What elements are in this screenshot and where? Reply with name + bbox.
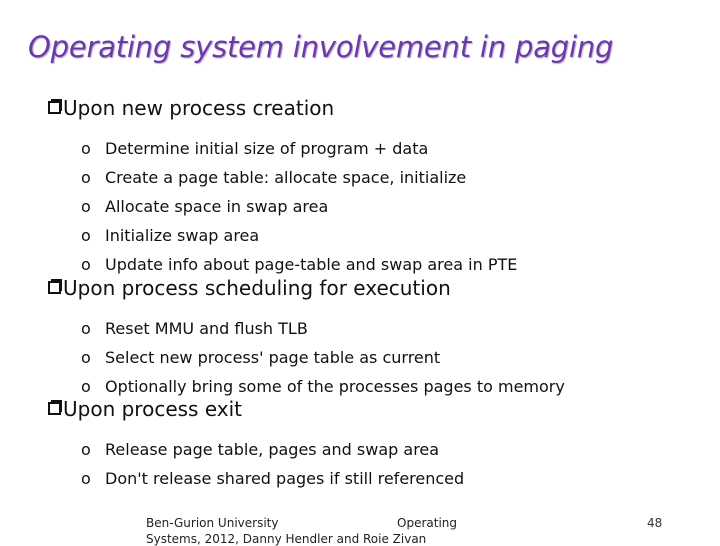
list-item [81,163,517,192]
square-bullet-icon [48,279,62,295]
circle-bullet-icon: o [81,226,91,245]
circle-bullet-icon: o [81,319,91,338]
list-item [81,221,517,250]
list-item [81,464,464,493]
section-heading-text: Upon new process creation [63,96,335,120]
footer-course: Operating [397,516,457,530]
section-scheduling [48,276,565,401]
section-heading [48,397,464,421]
footer-authors: Systems, 2012, Danny Hendler and Roie Zivan [146,532,427,546]
list-item [81,250,517,279]
list-item-text: Initialize swap area [105,226,260,245]
list-item-text: Release page table, pages and swap area [105,440,440,459]
section-new-process [48,96,517,279]
list-item-text: Update info about page-table and swap area in PTE [105,255,518,274]
list-item-text: Select new process' page table as current [105,348,441,367]
list-item [81,314,565,343]
circle-bullet-icon: o [81,139,91,158]
section-exit [48,397,464,493]
circle-bullet-icon: o [81,469,91,488]
list-item-text: Reset MMU and flush TLB [105,319,308,338]
list-item-text: Create a page table: allocate space, initialize [105,168,467,187]
list-item [81,435,464,464]
slide-title: Operating system involvement in paging [28,30,614,64]
sub-list [81,134,517,279]
sub-list [81,435,464,493]
sub-list [81,314,565,401]
square-bullet-icon [48,99,62,115]
list-item [81,192,517,221]
list-item-text: Determine initial size of program + data [105,139,429,158]
list-item-text: Optionally bring some of the processes pages to memory [105,377,565,396]
circle-bullet-icon: o [81,255,91,274]
section-heading [48,96,517,120]
section-heading-text: Upon process scheduling for execution [63,276,451,300]
page-number: 48 [647,516,663,530]
list-item-text: Don't release shared pages if still referenced [105,469,465,488]
section-heading [48,276,565,300]
list-item-text: Allocate space in swap area [105,197,329,216]
square-bullet-icon [48,400,62,416]
section-heading-text: Upon process exit [63,397,243,421]
list-item [81,343,565,372]
footer-university: Ben-Gurion University [146,516,279,530]
circle-bullet-icon: o [81,168,91,187]
circle-bullet-icon: o [81,348,91,367]
circle-bullet-icon: o [81,440,91,459]
circle-bullet-icon: o [81,197,91,216]
circle-bullet-icon: o [81,377,91,396]
list-item [81,134,517,163]
